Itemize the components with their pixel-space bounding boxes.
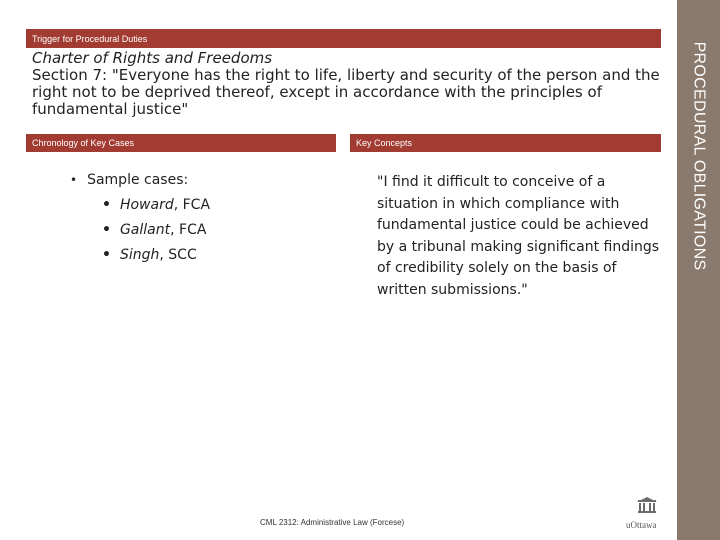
right-column-heading-bar (350, 134, 661, 152)
footer-course: CML 2312: Administrative Law (Forcese) (260, 518, 405, 527)
sample-cases-lead-text: Sample cases: (87, 172, 189, 188)
sample-cases-list (70, 168, 210, 268)
case-name: Howard (119, 197, 174, 213)
right-column-heading: Key Concepts (356, 138, 413, 148)
header-bar (26, 29, 661, 48)
side-title-wrap (678, 32, 718, 280)
case-item (102, 243, 210, 268)
case-court: , SCC (159, 247, 197, 263)
case-name: Singh (119, 247, 160, 263)
left-column-heading-bar (26, 134, 336, 152)
university-logo-text: uOttawa (626, 520, 657, 530)
intro-text (32, 50, 662, 118)
side-panel (677, 0, 720, 540)
case-name: Gallant (119, 222, 171, 238)
section-7-text: Section 7: "Everyone has the right to life, liberty and security of the person and the right not to be deprived thereof, except in accordance with the principles of fundamental justice" (32, 66, 660, 118)
header-title: Trigger for Procedural Duties (32, 33, 148, 44)
side-title: PROCEDURAL OBLIGATIONS (690, 41, 707, 271)
key-concept-quote: "I find it difficult to conceive of a situation in which compliance with fundamental justice could be achieved by a tribunal making significant findings of credibility solely on the basis of written submissions." (377, 174, 660, 298)
case-court: , FCA (173, 197, 211, 213)
case-item (102, 218, 210, 243)
left-column-heading: Chronology of Key Cases (32, 138, 135, 148)
charter-title: Charter of Rights and Freedoms (32, 49, 273, 67)
case-item (102, 193, 210, 218)
case-court: , FCA (170, 222, 207, 238)
sample-cases-lead (70, 168, 210, 193)
